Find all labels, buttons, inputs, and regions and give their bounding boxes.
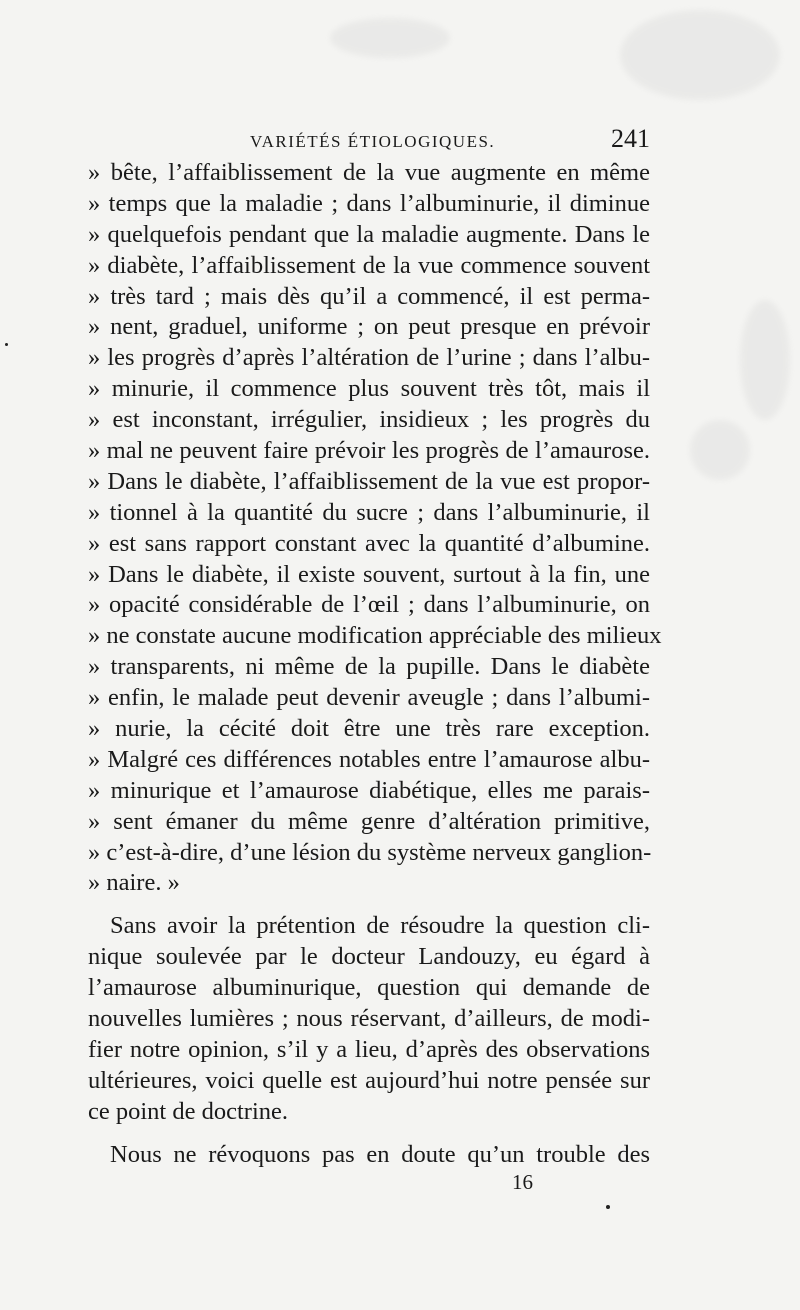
running-title: VARIÉTÉS ÉTIOLOGIQUES. (250, 132, 496, 151)
quote-line: » quelquefois pendant que la maladie augmente. Dans le (88, 220, 650, 248)
paper-stain (690, 420, 750, 480)
paragraph-line: l’amaurose albuminurique, question qui demande de (88, 974, 650, 1002)
paragraph-line: Nous ne révoquons pas en doute qu’un trouble des (110, 1140, 650, 1168)
paragraph-gap (88, 899, 650, 911)
paragraph-gap (88, 1128, 650, 1140)
paragraph-line: ultérieures, voici quelle est aujourd’hui notre pensée sur (88, 1066, 650, 1094)
quote-line: » Malgré ces différences notables entre l’amaurose albu- (88, 745, 650, 773)
body-text (88, 158, 662, 1171)
paragraph-line: ce point de doctrine. (88, 1097, 289, 1125)
running-header (90, 124, 650, 154)
quote-line: » diabète, l’affaiblissement de la vue commence souvent (88, 251, 650, 279)
quote-line: » transparents, ni même de la pupille. Dans le diabète (88, 653, 650, 681)
quote-line: » opacité considérable de l’œil ; dans l’albuminurie, on (88, 591, 650, 619)
paper-stain (620, 10, 780, 100)
quote-line: » ne constate aucune modification appréciable des milieux (88, 622, 662, 650)
quote-line: » enfin, le malade peut devenir aveugle ; dans l’albumi- (88, 684, 650, 712)
quote-line: » est inconstant, irrégulier, insidieux ; les progrès du (88, 406, 650, 434)
page-number: 241 (611, 124, 650, 153)
quote-line: » minurique et l’amaurose diabétique, elles me parais- (88, 776, 650, 804)
signature-mark: 16 (512, 1170, 533, 1194)
quote-line: » Dans le diabète, l’affaiblissement de la vue est propor- (88, 467, 650, 495)
paragraph-line: Sans avoir la prétention de résoudre la question cli- (110, 912, 650, 940)
quote-line: » mal ne peuvent faire prévoir les progrès de l’amaurose. (88, 437, 650, 465)
quote-line: » les progrès d’après l’altération de l’urine ; dans l’albu- (88, 344, 650, 372)
quote-line: » minurie, il commence plus souvent très tôt, mais il (88, 375, 650, 403)
quote-line: » nent, graduel, uniforme ; on peut presque en prévoir (88, 313, 650, 341)
quote-line: » est sans rapport constant avec la quantité d’albumine. (88, 529, 650, 557)
quote-line: » temps que la maladie ; dans l’albuminurie, il diminue (88, 189, 650, 217)
quote-line: » nurie, la cécité doit être une très rare exception. (88, 715, 650, 743)
quote-line: » sent émaner du même genre d’altération primitive, (88, 807, 650, 835)
quote-line: » Dans le diabète, il existe souvent, surtout à la fin, une (88, 560, 650, 588)
quote-line: » bête, l’affaiblissement de la vue augmente en même (88, 159, 650, 186)
paper-stain (330, 18, 450, 58)
paragraph-line: nouvelles lumières ; nous réservant, d’ailleurs, de modi- (88, 1005, 650, 1033)
quote-line: » naire. » (88, 869, 180, 897)
ink-speck (606, 1205, 610, 1209)
ink-speck (5, 343, 8, 346)
paragraph-line: nique soulevée par le docteur Landouzy, eu égard à (88, 943, 650, 971)
quote-line: » c’est-à-dire, d’une lésion du système nerveux ganglion- (88, 838, 652, 866)
paper-stain (740, 300, 790, 420)
quote-line: » très tard ; mais dès qu’il a commencé, il est perma- (88, 282, 650, 310)
quote-line: » tionnel à la quantité du sucre ; dans l’albuminurie, il (88, 498, 650, 526)
paragraph-line: fier notre opinion, s’il y a lieu, d’après des observations (88, 1035, 650, 1063)
